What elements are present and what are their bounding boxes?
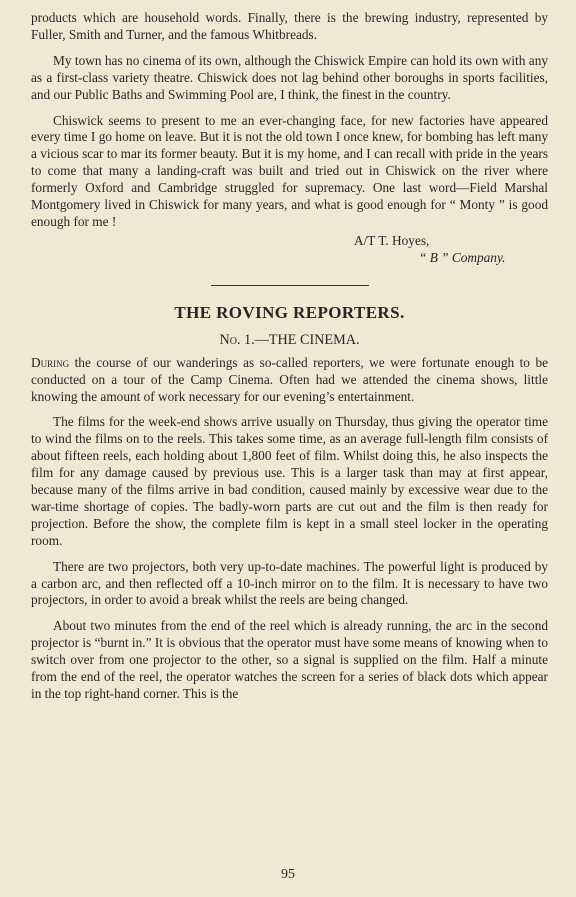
author-name	[31, 233, 548, 250]
page-number: 95	[281, 867, 295, 882]
page	[31, 10, 548, 890]
lead-word: During	[31, 354, 70, 370]
lead-paragraph	[31, 355, 548, 406]
body-paragraph: About two minutes from the end of the reel which is already running, the arc in the second projector is “burnt in.” It is obvious that the operator must have some means of knowing when to switch over from one projector to the other, so a signal is supplied on the film. Half a minute from the end of the reel, the operator watches the screen for a series of black dots which appear in the top right-hand corner. This is the	[31, 618, 548, 701]
author-signature	[31, 233, 548, 267]
continued-paragraph: products which are household words. Finally, there is the brewing industry, represented by Fuller, Smith and Turner, and the famous Whitbreads.	[31, 10, 548, 42]
body-paragraph: There are two projectors, both very up-to-date machines. The powerful light is produced by a carbon arc, and then reflected off a 10-inch mirror on to the film. It is necessary to have two projectors, in order to avoid a break whilst the reels are being changed.	[31, 558, 548, 608]
article-title: THE ROVING REPORTERS.	[174, 302, 405, 322]
body-paragraph: My town has no cinema of its own, although the Chiswick Empire can hold its own with any as a first-class variety theatre. Chiswick does not lag behind other boroughs in sports facilities, and our Public Baths and Swimming Pool are, I think, the finest in the country.	[31, 52, 548, 102]
section-divider	[211, 285, 369, 286]
author-unit-text: “ B ” Company.	[419, 249, 506, 265]
subtitle-text: . 1.—THE CINEMA.	[236, 331, 360, 348]
body-paragraph: Chiswick seems to present to me an ever-changing face, for new factories have appeared every time I go home on leave. But it is not the old town I once knew, for bombing has left many a vicious scar to mar its former beauty. But it is my home, and I can recall with pride in the years to come that many a landing-craft was built and tried out in Chiswick on the river where formerly Oxford and Cambridge struggled for supremacy. One last word—Field Marshal Montgomery lived in Chiswick for many years, and what is good enough for “ Monty ” is good enough for me !	[31, 112, 548, 229]
body-paragraph: The films for the week-end shows arrive usually on Thursday, thus giving the operator time to wind the films on to the reels. This takes some time, as an average full-length film consists of about fifteen reels, each holding about 1,800 feet of film. Whilst doing this, he also inspects the film for any damage caused by previous use. This is a larger task than may at first appear, because many of the films arrive in bad condition, caused mainly by excessive wear due to the war-time shortage of copies. The badly-worn parts are cut out and the film is then ready for projection. Before the show, the complete film is kept in a small steel locker in the operating room.	[31, 414, 548, 548]
author-name-text: A/T T. Hoyes,	[354, 232, 430, 248]
author-unit	[31, 250, 548, 267]
subtitle-number-label: No	[219, 331, 237, 348]
lead-paragraph-text: the course of our wanderings as so-called reporters, we were fortunate enough to be conducted on a tour of the Camp Cinema. Often had we attended the cinema shows, little knowing the amount of work necessary for our evening’s entertainment.	[31, 354, 548, 404]
article-subtitle	[31, 331, 548, 349]
